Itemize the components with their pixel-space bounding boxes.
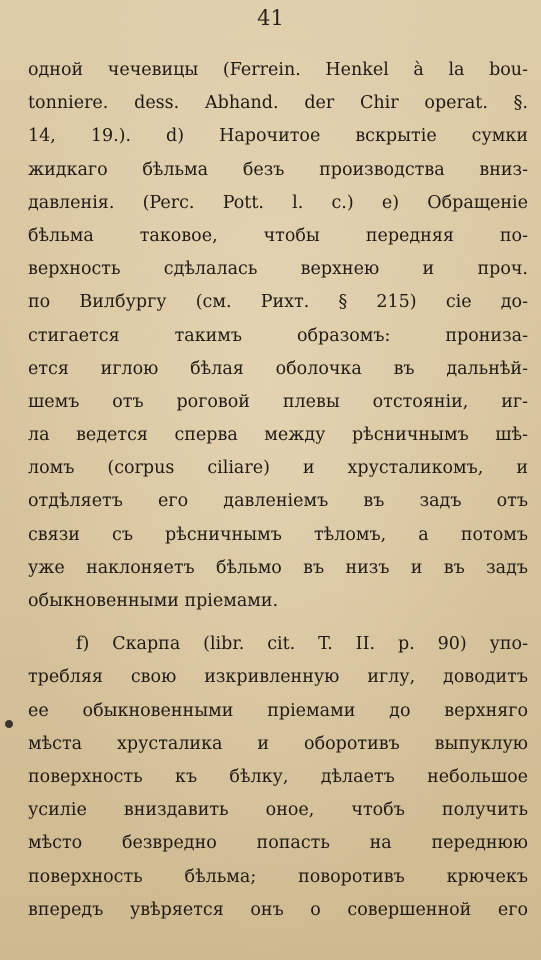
text-line: поверхность къ бѣлку, дѣлаетъ небольшое — [28, 766, 528, 787]
text-line: мѣсто безвредно попасть на переднюю — [28, 833, 528, 854]
text-line: давленія. (Perc. Pott. l. c.) e) Обращеніе — [28, 192, 528, 213]
paragraph-spacer — [28, 618, 528, 628]
text-line: ла ведется сперва между рѣсничнымъ шѣ- — [28, 425, 528, 446]
text-line: шемъ отъ роговой плевы отстояніи, иг- — [28, 391, 528, 412]
text-line: ломъ (corpus ciliare) и хрусталикомъ, и — [28, 458, 528, 479]
text-line: верхность сдѣлалась верхнею и проч. — [28, 259, 528, 280]
text-line: связи съ рѣсничнымъ тѣломъ, а потомъ — [28, 524, 528, 545]
text-line: f) Скарпа (libr. cit. T. II. p. 90) упо- — [76, 634, 528, 655]
text-line: бѣльма таковое, чтобы передняя по- — [28, 225, 528, 246]
paragraph-1 — [28, 54, 528, 618]
text-line: обыкновенными пріемами. — [28, 591, 279, 611]
paragraph-2 — [28, 628, 528, 927]
text-line: одной чечевицы (Ferrein. Henkel à la bou- — [28, 60, 528, 80]
text-line: усиліе вниздавить оное, чтобъ получить — [28, 800, 528, 821]
text-line: по Вилбургу (см. Рихт. § 215) сіе до- — [28, 292, 528, 313]
page-text — [28, 54, 528, 927]
text-line: уже наклоняетъ бѣльмо въ низъ и въ задъ — [28, 557, 528, 578]
text-line: жидкаго бѣльма безъ производства вниз- — [28, 159, 528, 180]
text-line: поверхность бѣльма; поворотивъ крючекъ — [28, 866, 528, 887]
text-line: мѣста хрусталика и оборотивъ выпуклую — [28, 733, 528, 754]
text-line: tonniere. dess. Abhand. der Chir operat. §. — [28, 93, 528, 114]
text-line: требляя свою изкривленную иглу, доводитъ — [28, 667, 528, 688]
text-line: ее обыкновенными пріемами до верхняго — [28, 700, 528, 721]
ink-spot — [5, 720, 13, 728]
page-number: 41 — [257, 6, 284, 30]
text-line: стигается такимъ образомъ: прониза- — [28, 325, 528, 346]
text-line: отдѣляетъ его давленіемъ въ задъ отъ — [28, 491, 528, 512]
text-line: впередъ увѣряется онъ о совершенной его — [28, 899, 528, 920]
text-line: ется иглою бѣлая оболочка въ дальнѣй- — [28, 358, 528, 379]
text-line: 14, 19.). d) Нарочитое вскрытіе сумки — [28, 126, 528, 147]
